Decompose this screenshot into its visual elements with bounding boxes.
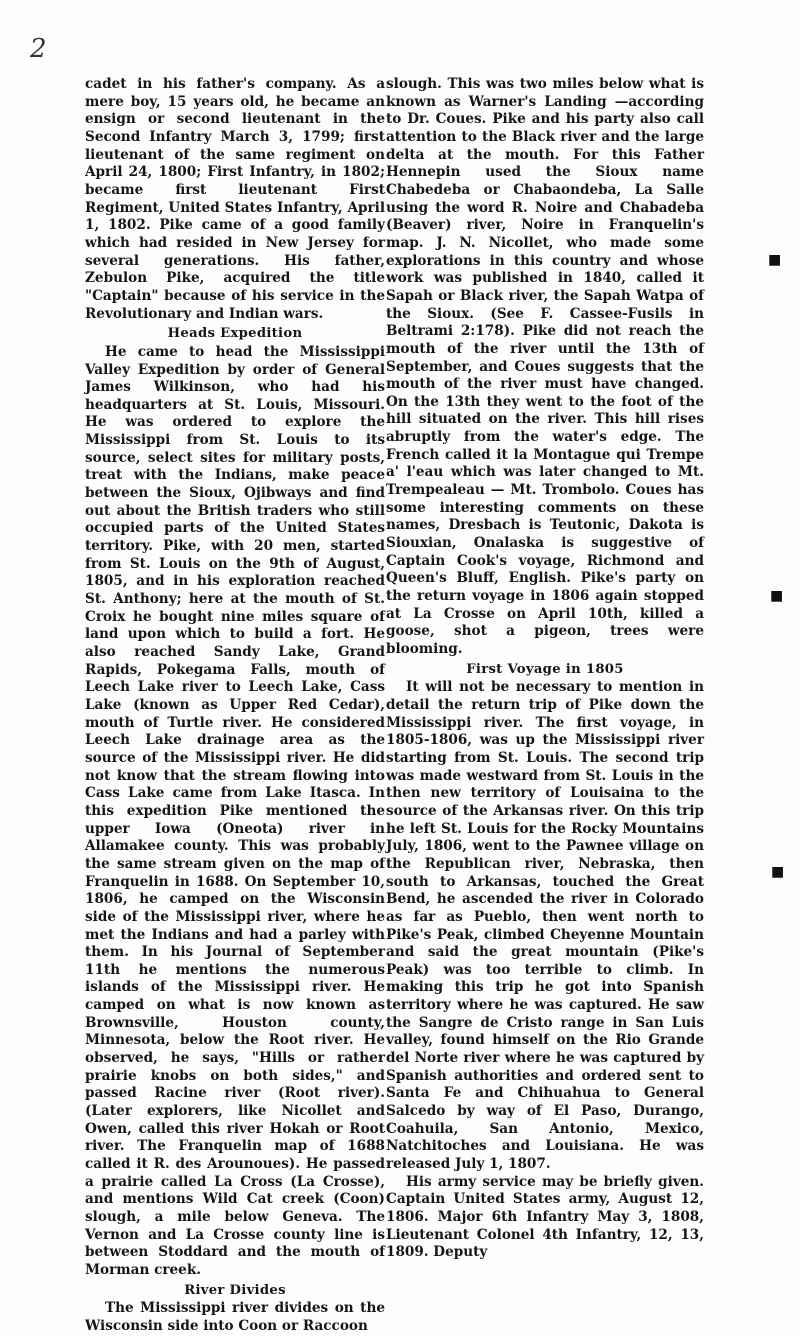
left-paragraph-2: He came to head the Mississippi Valley Expedition by order of General James Wilkinson, who had his headquarters at St. Louis, Missouri. He was ordered to explore the Mississippi from St. Louis to its source, select sites for military posts, treat with the Indians, make peace between the Sioux, Ojibways and find out about the British traders who still occupied parts of the United States territory. Pike, with 20 men, started from St. Louis on the 9th of August, 1805, and in his exploration reached St. Anthony; here at the mouth of St. Croix he bought nine miles square of land upon which to build a fort. He also reached Sandy Lake, Grand Rapids, Pokegama Falls, mouth of Leech Lake river to Leech Lake, Cass Lake (known as Upper Red Cedar), mouth of Turtle river. He considered Leech Lake drainage area as the source of the Mississippi river. He did not know that the stream flowing into Cass Lake came from Lake Itasca. In this expedition Pike mentioned the upper Iowa (Oneota) river in Allamakee county. This was probably the same stream given on the map of Franquelin in 1688. On September 10, 1806, he camped on the Wisconsin side of the Mississippi river, where he met the Indians and had a parley with them. In his Journal of September 11th he mentions the numerous islands of the Mississippi river. He camped on what is now known as Brownsville, Houston county, Minnesota, below the Root river. He observed, he says, "Hills or rather prairie knobs on both sides," and passed Racine river (Root river). (Later explorers, like Nicollet and Owen, called this river Hokah or Root river. The Franquelin map of 1688 called it R. des Arounoues). He passed a prairie called La Cross (La Crosse), and mentions Wild Cat creek (Coon) slough, a mile below Geneva. The Vernon and La Crosse county line is between Stoddard and the mouth of Morman creek. [85, 343, 385, 1278]
left-paragraph-3: The Mississippi river divides on the Wisconsin side into Coon or Raccoon [85, 1300, 385, 1334]
right-column [386, 76, 704, 1262]
heading-heads-expedition: Heads Expedition [167, 326, 303, 342]
margin-mark-2: ■ [770, 588, 784, 604]
left-column [85, 76, 385, 1336]
right-paragraph-2: It will not be necessary to mention in detail the return trip of Pike down the Mississippi river. The first voyage, in 1805-1806, was up the Mississippi river starting from St. Louis. The second trip was made westward from St. Louis in the then new territory of Louisaina to the source of the Arkansas river. On this trip he left St. Louis for the Rocky Mountains July, 1806, went to the Pawnee village on the Republican river, Nebraska, then south to Arkansas, touched the Great Bend, he ascended the river in Colorado as far as Pueblo, then went north to Pike's Peak, climbed Cheyenne Mountain and said the great mountain (Pike's Peak) was too terrible to climb. In making this trip he got into Spanish territory where he was captured. He saw the Sangre de Cristo range in San Luis valley, found himself on the Rio Grande del Norte river where he was captured by Spanish authorities and ordered sent to Santa Fe and Chihuahua to General Salcedo by way of El Paso, Durango, Coahuila, San Antonio, Mexico, Natchitoches and Louisiana. He was released July 1, 1807. [386, 679, 704, 1173]
margin-mark-1: ■ [768, 252, 782, 268]
left-paragraph-1: cadet in his father's company. As a mere boy, 15 years old, he became an ensign or second lieutenant in the Second Infantry March 3, 1799; first lieutenant of the same regiment on April 24, 1800; First Infantry, in 1802; became first lieutenant First Regiment, United States Infantry, April 1, 1802. Pike came of a good family which had resided in New Jersey for several generations. His father, Zebulon Pike, acquired the title "Captain" because of his service in the Revolutionary and Indian wars. [85, 76, 385, 322]
right-paragraph-3: His army service may be briefly given. Captain United States army, August 12, 1806. Major 6th Infantry May 3, 1808, Lieutenant Colonel 4th Infantry, 12, 13, 1809. Deputy [386, 1173, 704, 1261]
heading-river-divides: River Divides [184, 1282, 286, 1298]
right-paragraph-1: slough. This was two miles below what is known as Warner's Landing —according to Dr. Coues. Pike and his party also call attention to the Black river and the large delta at the mouth. For this Father Hennepin used the Sioux name Chabedeba or Chabaondeba, La Salle using the word R. Noire and Chabadeba (Beaver) river, Noire in Franquelin's map. J. N. Nicollet, who made some explorations in this country and whose work was published in 1840, called it Sapah or Black river, the Sapah Watpa of the Sioux. (See F. Cassee-Fusils in Beltrami 2:178). Pike did not reach the mouth of the river until the 13th of September, and Coues suggests that the mouth of the river must have changed. On the 13th they went to the foot of the hill situated on the river. This hill rises abruptly from the water's edge. The French called it la Montague qui Trempe a' l'eau which was later changed to Mt. Trempealeau — Mt. Trombolo. Coues has some interesting comments on these names, Dresbach is Teutonic, Dakota is Siouxian, Onalaska is suggestive of Captain Cook's voyage, Richmond and Queen's Bluff, English. Pike's party on the return voyage in 1806 again stopped at La Crosse on April 10th, killed a goose, shot a pigeon, trees were blooming. [386, 76, 704, 657]
page-number: 2 [30, 34, 47, 64]
margin-mark-3: ■ [771, 864, 785, 880]
heading-first-voyage: First Voyage in 1805 [466, 661, 624, 677]
